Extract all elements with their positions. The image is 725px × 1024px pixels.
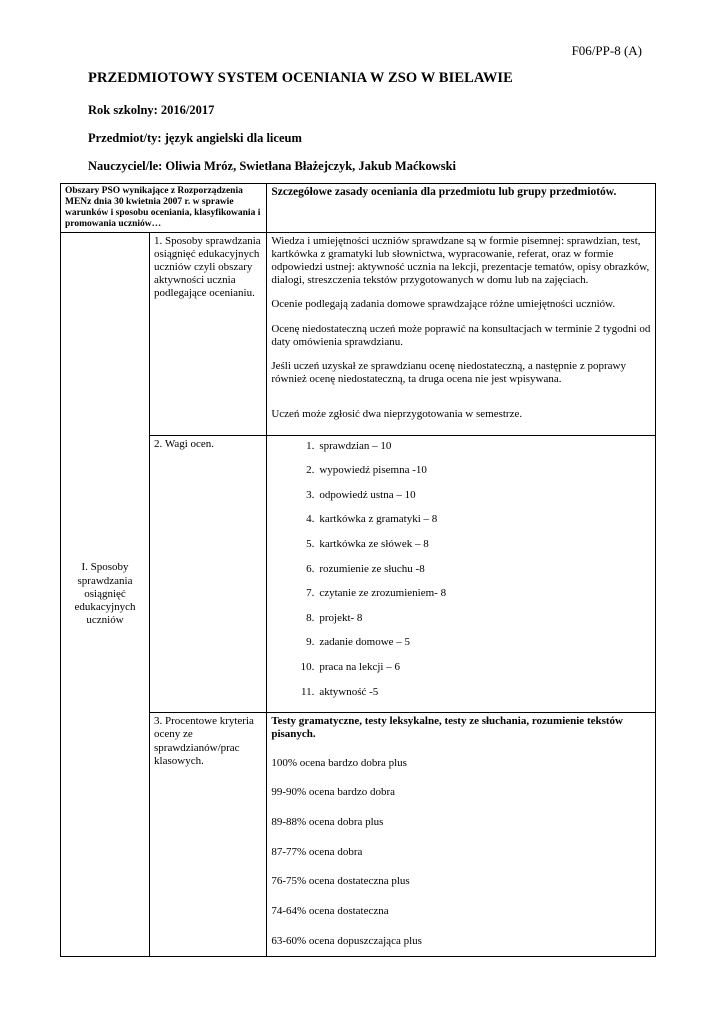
criteria-heading: Testy gramatyczne, testy leksykalne, testy ze słuchania, rozumienie tekstów pisanych. xyxy=(271,715,623,741)
row3-label: 3. Procentowe kryteria oceny ze sprawdzianów/prac klasowych. xyxy=(150,713,267,957)
table-row xyxy=(61,713,656,957)
list-item xyxy=(271,513,651,538)
list-item xyxy=(271,538,651,563)
row1-paragraph: Wiedza i umiejętności uczniów sprawdzane są w formie pisemnej: sprawdzian, test, kartkówka z gramatyki lub słownictwa, wypracowanie, referat, oraz w formie odpowiedzi ustnej: aktywność ucznia na lekcji, prezentacje tematów, opisy obrazków, dialogi, streszczenia tekstów przygotowanych w domu lub na zajęciach. xyxy=(271,234,650,287)
list-item xyxy=(271,636,651,661)
list-number: 3. xyxy=(306,488,315,501)
list-item xyxy=(271,612,651,637)
criteria-item: 87-77% ocena dobra xyxy=(271,845,363,858)
list-item xyxy=(271,563,651,588)
list-number: 1. xyxy=(306,439,315,452)
list-text: praca na lekcji – 6 xyxy=(319,661,400,674)
row1-paragraph: Jeśli uczeń uzyskał ze sprawdzianu ocenę niedostateczną, a następnie z poprawy również ocenę niedostateczną, ta druga ocena nie jest wpisywana. xyxy=(271,360,626,386)
list-text: kartkówka ze słówek – 8 xyxy=(319,538,429,551)
row2-label: 2. Wagi ocen. xyxy=(150,435,267,713)
row1-content xyxy=(267,232,656,435)
list-number: 2. xyxy=(306,464,315,477)
criteria-item: 99-90% ocena bardzo dobra xyxy=(271,786,396,799)
row3-content xyxy=(267,713,656,957)
list-text: czytanie ze zrozumieniem- 8 xyxy=(319,587,447,600)
list-number: 8. xyxy=(306,611,315,624)
list-text: zadanie domowe – 5 xyxy=(319,636,411,649)
weights-list xyxy=(271,440,651,711)
list-number: 9. xyxy=(306,636,315,649)
table-row xyxy=(61,435,656,713)
list-text: kartkówka z gramatyki – 8 xyxy=(319,513,438,526)
list-number: 7. xyxy=(306,587,315,600)
table-row xyxy=(61,232,656,435)
list-text: odpowiedź ustna – 10 xyxy=(319,488,416,501)
list-number: 6. xyxy=(306,562,315,575)
row2-content xyxy=(267,435,656,713)
list-number: 4. xyxy=(306,513,315,526)
school-year: Rok szkolny: 2016/2017 xyxy=(88,103,215,117)
list-number: 10. xyxy=(300,661,315,674)
list-item xyxy=(271,464,651,489)
document-title: PRZEDMIOTOWY SYSTEM OCENIANIA W ZSO W BIELAWIE xyxy=(88,70,513,86)
list-item xyxy=(271,686,651,711)
grading-table xyxy=(60,183,656,957)
criteria-item: 100% ocena bardzo dobra plus xyxy=(271,756,407,769)
criteria-item: 74-64% ocena dostateczna xyxy=(271,905,389,918)
row1-label: 1. Sposoby sprawdzania osiągnięć edukacyjnych uczniów czyli obszary aktywności ucznia podlegające ocenianiu. xyxy=(150,232,267,435)
list-item xyxy=(271,587,651,612)
criteria-item: 63-60% ocena dopuszczająca plus xyxy=(271,934,422,947)
row1-paragraph: Ocenie podlegają zadania domowe sprawdzające różne umiejętności uczniów. xyxy=(271,298,616,311)
list-text: aktywność -5 xyxy=(319,685,379,698)
table-header-row xyxy=(61,184,656,233)
area-label-cell: I. Sposoby sprawdzania osiągnięć edukacyjnych uczniów xyxy=(61,232,150,956)
subject-line: Przedmiot/ty: język angielski dla liceum xyxy=(88,131,302,145)
header-left-cell: Obszary PSO wynikające z Rozporządzenia MENz dnia 30 kwietnia 2007 r. w sprawie warunków i sposobu oceniania, klasyfikowania i promowania uczniów… xyxy=(61,184,267,233)
row1-paragraph: Ocenę niedostateczną uczeń może poprawić na konsultacjach w terminie 2 tygodni od daty omówienia sprawdzianu. xyxy=(271,322,651,348)
list-text: rozumienie ze słuchu -8 xyxy=(319,562,425,575)
header-right-cell: Szczegółowe zasady oceniania dla przedmiotu lub grupy przedmiotów. xyxy=(267,184,656,233)
criteria-item: 89-88% ocena dobra plus xyxy=(271,815,384,828)
list-item xyxy=(271,489,651,514)
list-item xyxy=(271,440,651,465)
list-text: sprawdzian – 10 xyxy=(319,439,392,452)
list-item xyxy=(271,661,651,686)
row1-paragraph: Uczeń może zgłosić dwa nieprzygotowania w semestrze. xyxy=(271,408,523,421)
list-text: wypowiedź pisemna -10 xyxy=(319,464,427,477)
teachers-line: Nauczyciel/le: Oliwia Mróz, Swietłana Błażejczyk, Jakub Maćkowski xyxy=(88,159,457,173)
list-number: 11. xyxy=(301,685,315,698)
list-number: 5. xyxy=(306,538,315,551)
list-text: projekt- 8 xyxy=(319,611,363,624)
form-code: F06/PP-8 (A) xyxy=(571,43,642,58)
criteria-item: 76-75% ocena dostateczna plus xyxy=(271,875,410,888)
